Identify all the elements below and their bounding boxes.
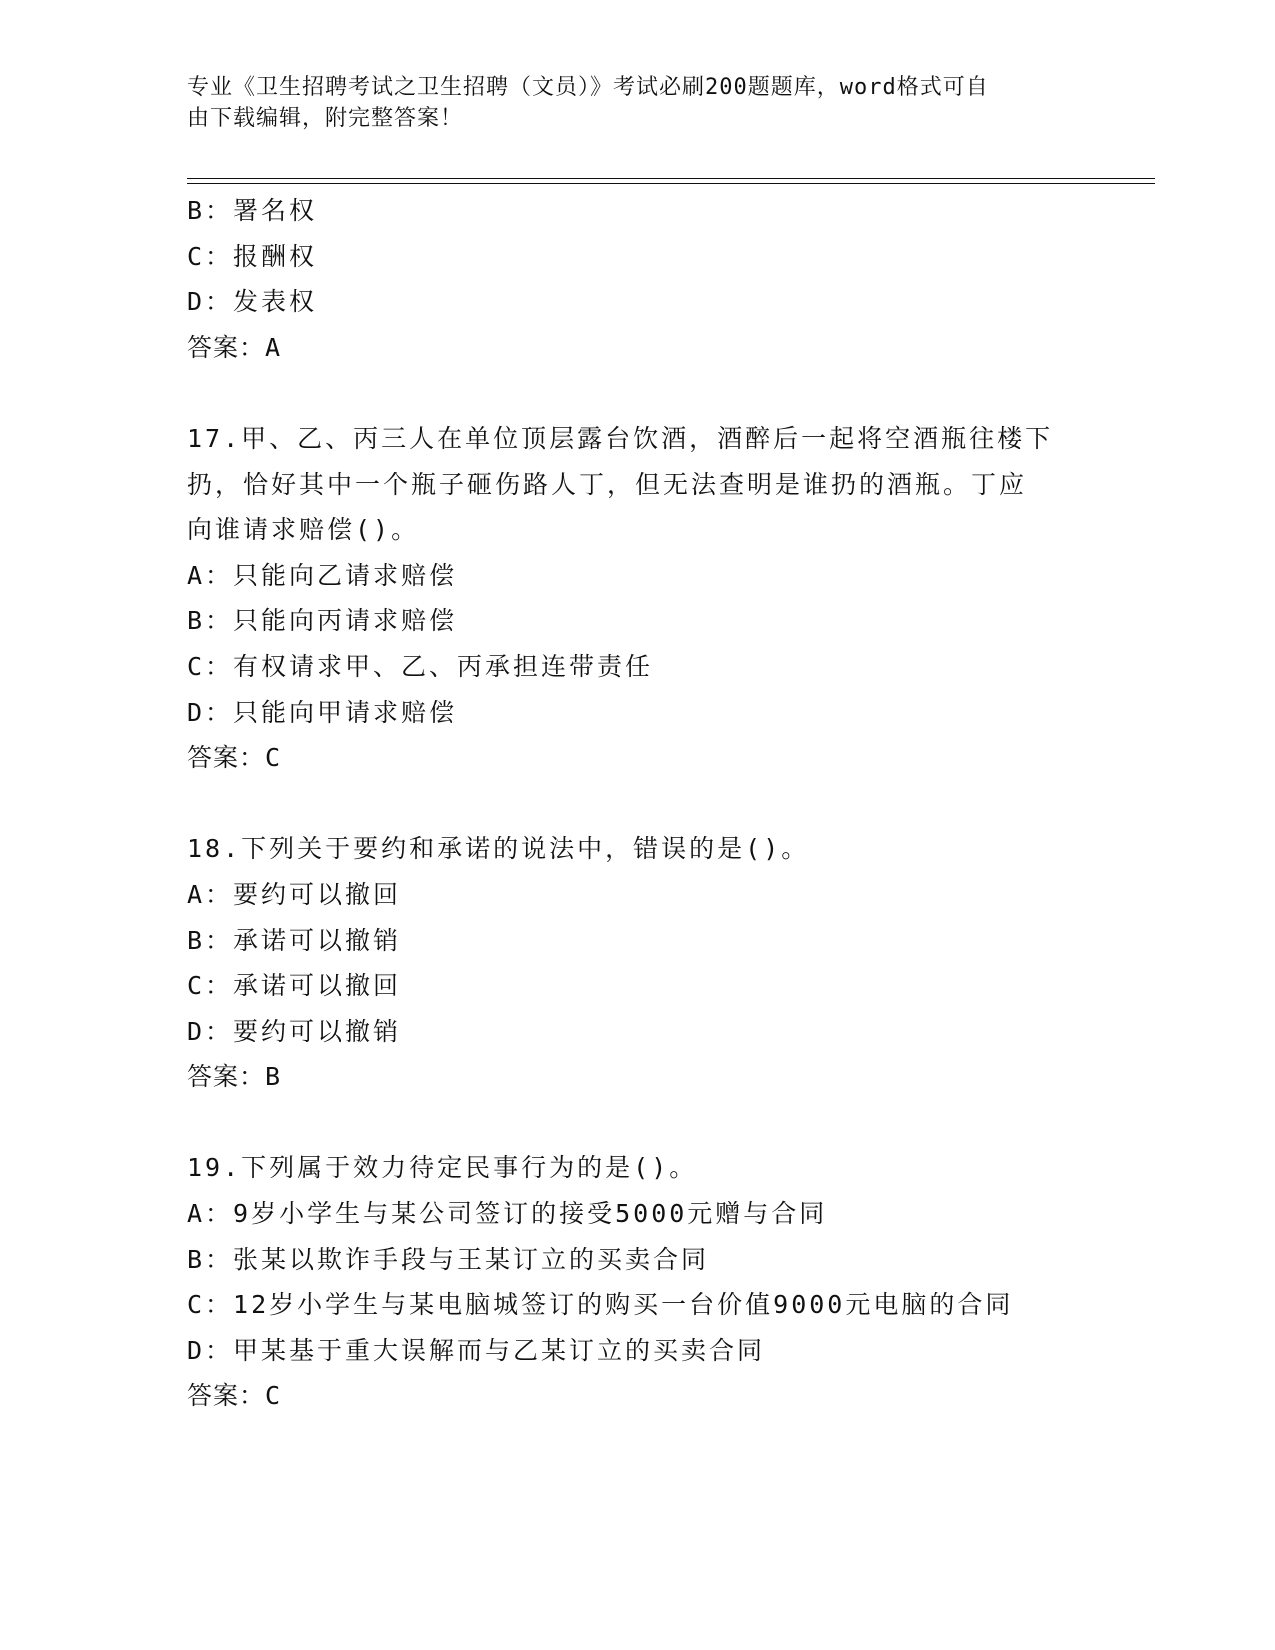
answer: 答案：A [187, 332, 282, 362]
option-b: B：署名权 [187, 196, 318, 225]
option-a: A：要约可以撤回 [187, 879, 402, 909]
header-divider-top [187, 178, 1155, 179]
question-18 [187, 826, 1087, 1100]
header-line-1: 专业《卫生招聘考试之卫生招聘（文员）》考试必刷200题题库，word格式可自 [187, 75, 989, 100]
option-c: C：承诺可以撤回 [187, 971, 402, 1001]
question-text: 向谁请求赔偿()。 [187, 515, 420, 545]
question-19 [187, 1145, 1087, 1419]
question-text: 19.下列属于效力待定民事行为的是()。 [187, 1153, 698, 1183]
question-text: 扔，恰好其中一个瓶子砸伤路人丁，但无法查明是谁扔的酒瓶。丁应 [187, 469, 1028, 499]
option-b: B：张某以欺诈手段与王某订立的买卖合同 [187, 1244, 710, 1274]
answer: 答案：C [187, 743, 282, 773]
document-body [187, 188, 1087, 1419]
answer: 答案：C [187, 1381, 282, 1411]
option-c: C：有权请求甲、乙、丙承担连带责任 [187, 651, 654, 681]
question-text: 17.甲、乙、丙三人在单位顶层露台饮酒，酒醉后一起将空酒瓶往楼下 [187, 423, 1054, 453]
option-c: C：12岁小学生与某电脑城签订的购买一台价值9000元电脑的合同 [187, 1290, 1014, 1320]
option-b: B：只能向丙请求赔偿 [187, 606, 458, 636]
document-header [187, 72, 1067, 134]
option-c: C：报酬权 [187, 241, 318, 271]
option-d: D：只能向甲请求赔偿 [187, 697, 458, 727]
option-d: D：要约可以撤销 [187, 1016, 402, 1046]
option-d: D：甲某基于重大误解而与乙某订立的买卖合同 [187, 1335, 766, 1365]
option-d: D：发表权 [187, 287, 318, 317]
header-line-2: 由下载编辑，附完整答案！ [187, 106, 464, 131]
option-a: A：只能向乙请求赔偿 [187, 560, 458, 590]
answer: 答案：B [187, 1062, 282, 1092]
question-16-continued [187, 188, 1087, 370]
question-text: 18.下列关于要约和承诺的说法中，错误的是()。 [187, 834, 810, 864]
option-a: A：9岁小学生与某公司签订的接受5000元赠与合同 [187, 1199, 828, 1229]
header-divider-bottom [187, 183, 1155, 184]
question-17 [187, 416, 1087, 781]
option-b: B：承诺可以撤销 [187, 925, 402, 955]
